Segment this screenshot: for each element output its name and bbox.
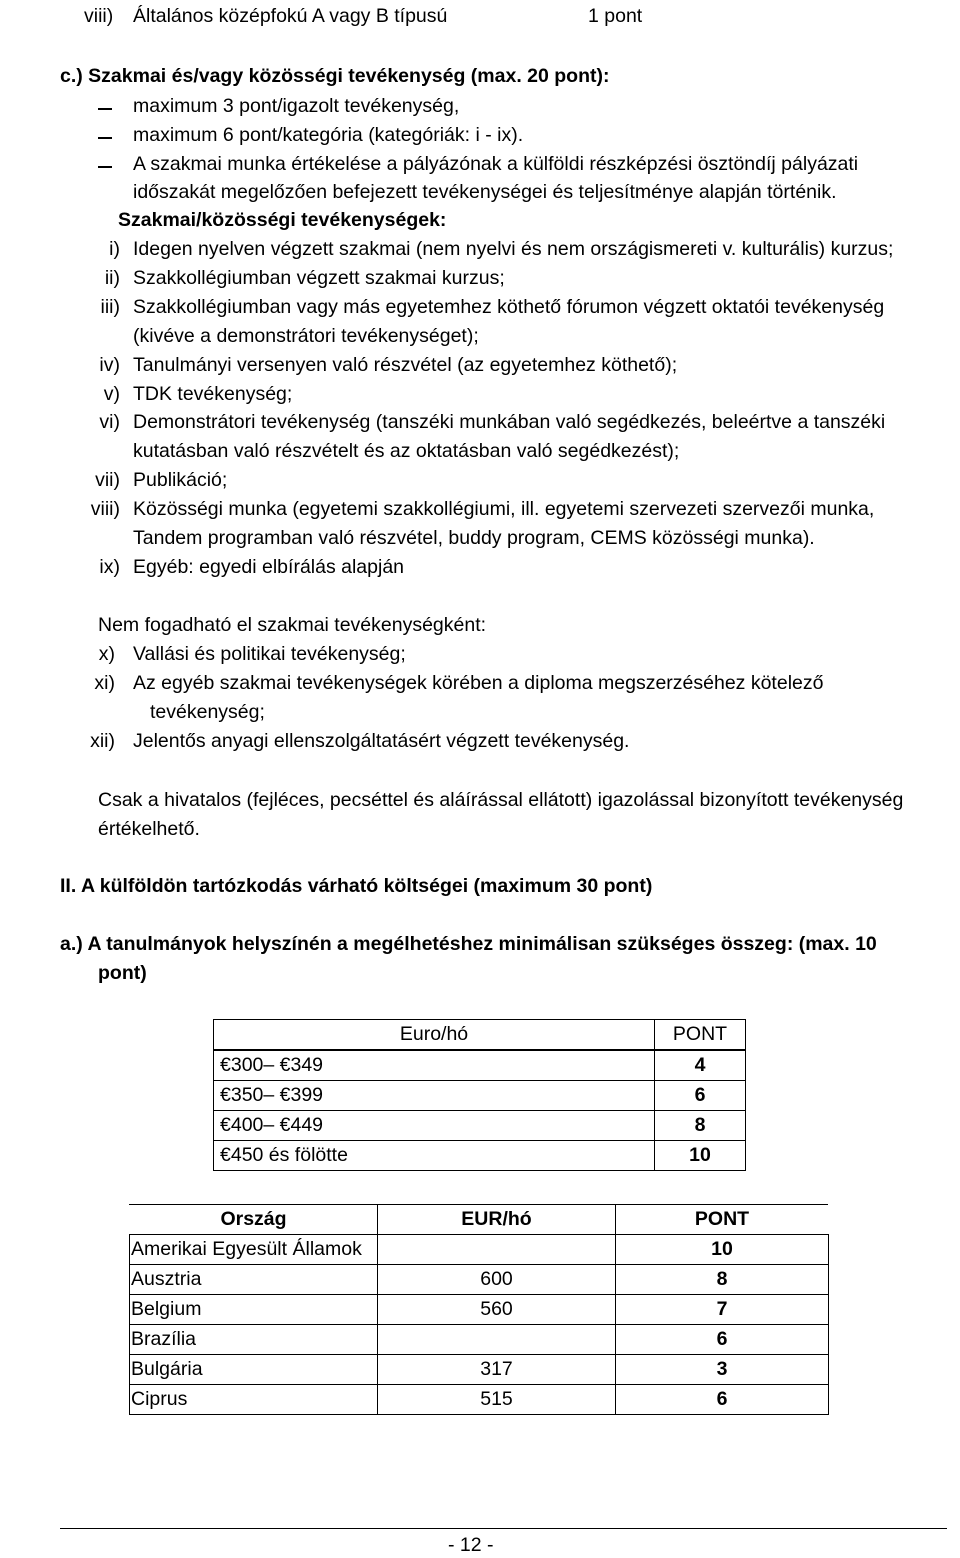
item-text: Tanulmányi versenyen való részvétel (az egyetemhez köthető); [133,354,678,376]
points-cell: 6 [616,1325,829,1355]
activities-subheading: Szakmai/közösségi tevékenységek: [118,209,447,231]
points-cell: 8 [616,1265,829,1295]
points-cell: 7 [616,1295,829,1325]
item-label: x) [98,643,115,665]
item-text: TDK tevékenység; [133,383,293,405]
top-item-points: 1 pont [588,5,643,27]
item-text-cont: kutatásban való részvételt és az oktatásban való segédkezést); [133,440,680,462]
points-cell: 8 [655,1111,746,1141]
bullet-3-line-2: időszakát megelőzően befejezett tevékenységei és teljesítménye alapján történik. [133,181,837,203]
points-cell: 3 [616,1355,829,1385]
table-row [130,1295,829,1325]
table-row [214,1050,746,1081]
country-cell: Bulgária [130,1355,378,1385]
header-eur: EUR/hó [378,1205,616,1235]
eur-cell: 515 [378,1385,616,1415]
item-label: i) [109,238,120,260]
item-label: ii) [104,267,120,289]
country-cell: Ciprus [130,1385,378,1415]
item-text-cont: (kivéve a demonstrátori tevékenységet); [133,325,479,347]
table-row [214,1141,746,1171]
country-cell: Amerikai Egyesült Államok [130,1235,378,1265]
page-number: - 12 - [448,1534,494,1556]
item-text: Publikáció; [133,469,228,491]
item-text: Demonstrátori tevékenység (tanszéki munkában való segédkezés, beleértve a tanszéki [133,411,886,433]
table-row [214,1081,746,1111]
dash-bullet [98,137,112,139]
item-label: xi) [94,672,115,694]
points-cell: 6 [655,1081,746,1111]
table-header-row [214,1020,746,1051]
section-a-heading-line-2: pont) [98,962,147,984]
item-label: v) [103,383,120,405]
item-text-cont: Tandem programban való részvétel, buddy program, CEMS közösségi munka). [133,527,815,549]
item-text: Jelentős anyagi ellenszolgáltatásért végzett tevékenység. [133,730,630,752]
table-header-row [130,1205,829,1235]
dash-bullet [98,166,112,168]
header-euro: Euro/hó [214,1020,655,1051]
header-pont: PONT [655,1020,746,1051]
item-label: viii) [90,498,120,520]
top-item-text: Általános középfokú A vagy B típusú [133,5,448,27]
euro-points-table [213,1019,746,1171]
section-a-heading-line-1: a.) A tanulmányok helyszínén a megélhetéshez minimálisan szükséges összeg: (max. 10 [60,933,877,955]
header-pont: PONT [616,1205,829,1235]
table-row [130,1235,829,1265]
item-label: ix) [99,556,120,578]
range-cell: €350– €399 [214,1081,655,1111]
dash-bullet [98,108,112,110]
item-text: Vallási és politikai tevékenység; [133,643,406,665]
bullet-3-line-1: A szakmai munka értékelése a pályázónak a külföldi részképzési ösztöndíj pályázati [133,153,859,175]
item-label: iv) [99,354,120,376]
eur-cell [378,1325,616,1355]
table-row [214,1111,746,1141]
item-label: xii) [90,730,115,752]
item-text: Szakkollégiumban végzett szakmai kurzus; [133,267,505,289]
points-cell: 4 [655,1050,746,1081]
country-cell: Brazília [130,1325,378,1355]
eur-cell: 317 [378,1355,616,1385]
section-c-heading: c.) Szakmai és/vagy közösségi tevékenység (max. 20 pont): [60,65,610,87]
item-text: Szakkollégiumban vagy más egyetemhez köthető fórumon végzett oktatói tevékenység [133,296,885,318]
note-line-2: értékelhető. [98,818,200,840]
item-label: iii) [100,296,120,318]
country-cell: Belgium [130,1295,378,1325]
item-label: vii) [95,469,120,491]
range-cell: €400– €449 [214,1111,655,1141]
table-row [130,1325,829,1355]
item-text: Közösségi munka (egyetemi szakkollégiumi, ill. egyetemi szervezeti szervezői munka, [133,498,875,520]
item-text-cont: tevékenység; [150,701,265,723]
footer-divider [60,1528,947,1529]
range-cell: €450 és fölötte [214,1141,655,1171]
eur-cell [378,1235,616,1265]
country-cell: Ausztria [130,1265,378,1295]
item-label: vi) [99,411,120,433]
points-cell: 10 [655,1141,746,1171]
points-cell: 6 [616,1385,829,1415]
item-text: Egyéb: egyedi elbírálás alapján [133,556,405,578]
bullet-2: maximum 6 pont/kategória (kategóriák: i - ix). [133,124,524,146]
not-accepted-heading: Nem fogadható el szakmai tevékenységként: [98,614,487,636]
eur-cell: 560 [378,1295,616,1325]
table-row [130,1385,829,1415]
bullet-1: maximum 3 pont/igazolt tevékenység, [133,95,460,117]
table-row [130,1355,829,1385]
points-cell: 10 [616,1235,829,1265]
range-cell: €300– €349 [214,1050,655,1081]
note-line-1: Csak a hivatalos (fejléces, pecséttel és aláírással ellátott) igazolással bizonyított tevékenység [98,789,904,811]
section-II-heading: II. A külföldön tartózkodás várható költségei (maximum 30 pont) [60,875,653,897]
eur-cell: 600 [378,1265,616,1295]
top-item-label: viii) [84,5,114,27]
header-country: Ország [130,1205,378,1235]
country-table [129,1204,829,1415]
item-text: Az egyéb szakmai tevékenységek körében a diploma megszerzéséhez kötelező [133,672,824,694]
table-row [130,1265,829,1295]
item-text: Idegen nyelven végzett szakmai (nem nyelvi és nem országismereti v. kulturális) kurzus; [133,238,894,260]
